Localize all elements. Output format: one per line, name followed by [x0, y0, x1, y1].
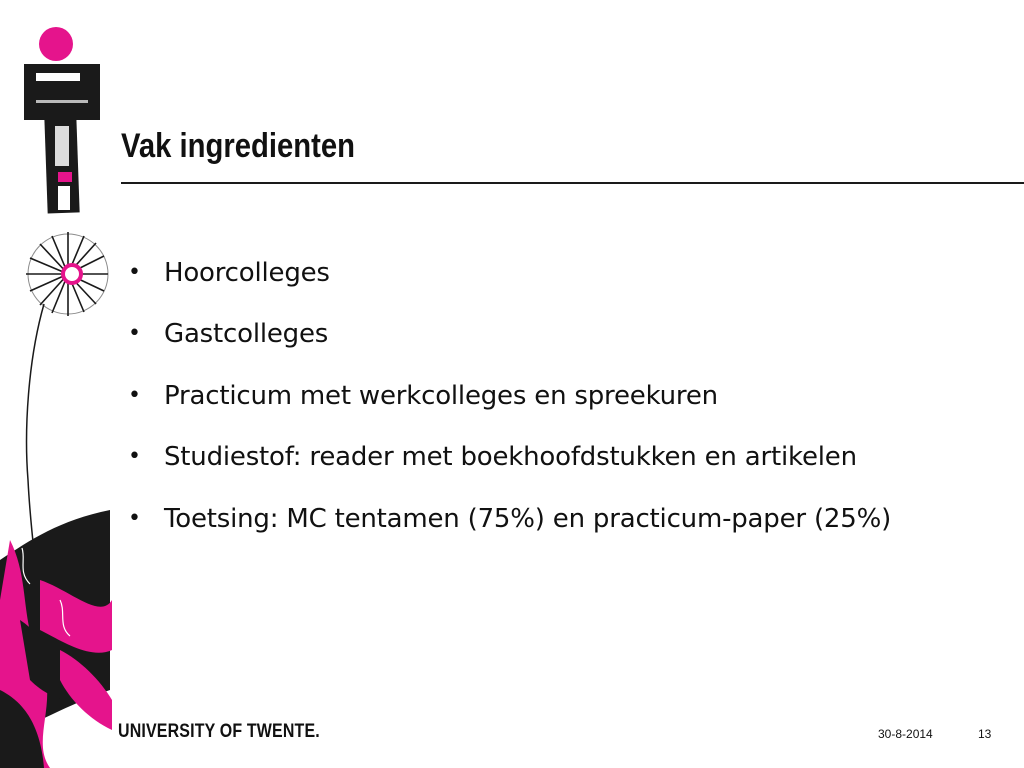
bullet-text: Hoorcolleges	[164, 257, 330, 288]
person-figure-icon	[24, 27, 100, 214]
slide-title: Vak ingredienten	[121, 127, 356, 165]
university-logo-text: UNIVERSITY OF TWENTE.	[118, 721, 320, 742]
bullet-icon: •	[128, 505, 141, 531]
bullet-icon: •	[128, 444, 141, 470]
bullet-list	[128, 242, 891, 550]
list-item	[128, 365, 891, 427]
list-item	[128, 488, 891, 550]
page-number: 13	[978, 727, 992, 741]
list-item	[128, 242, 891, 304]
decorative-art	[0, 0, 115, 768]
bullet-icon: •	[128, 321, 141, 347]
bullet-icon: •	[128, 382, 141, 408]
bullet-text: Gastcolleges	[164, 319, 329, 350]
title-divider	[121, 182, 1024, 184]
slide-date: 30-8-2014	[878, 727, 933, 741]
bullet-icon: •	[128, 259, 141, 285]
list-item	[128, 427, 891, 489]
bullet-text: Studiestof: reader met boekhoofdstukken en artikelen	[164, 442, 857, 473]
list-item	[128, 304, 891, 366]
bullet-text: Practicum met werkcolleges en spreekuren	[164, 380, 718, 411]
bullet-text: Toetsing: MC tentamen (75%) en practicum-paper (25%)	[164, 503, 892, 534]
leafy-plant-icon	[0, 510, 112, 768]
